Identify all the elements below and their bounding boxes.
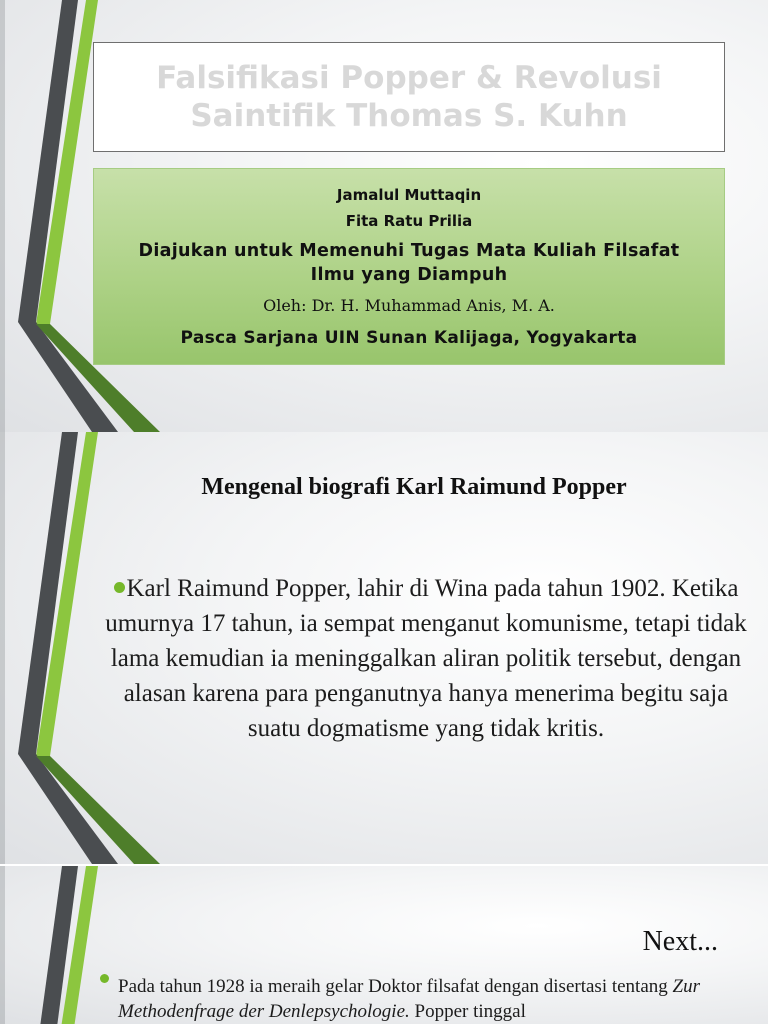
author-name: Jamalul Muttaqin [336, 186, 482, 204]
title-slide [0, 0, 768, 432]
biography-slide [0, 432, 768, 864]
bullet-paragraph [118, 974, 728, 1024]
institution-name: Pasca Sarjana UIN Sunan Kalijaga, Yogyakarta [180, 328, 638, 348]
bullet-paragraph [96, 571, 756, 746]
bullet-icon [100, 974, 109, 983]
author-name: Fita Ratu Prilia [345, 212, 473, 230]
subtitle-box [93, 168, 725, 365]
dissertation-title: Zur Methodenfrage der Denlepsychologie. [118, 976, 700, 1022]
next-slide [0, 866, 768, 1024]
slide-heading: Next... [642, 926, 718, 957]
presentation-title: Falsifikasi Popper & Revolusi Saintifik Thomas S. Kuhn [156, 60, 662, 134]
lecturer-name: Oleh: Dr. H. Muhammad Anis, M. A. [263, 296, 555, 315]
bullet-text: Popper tinggal [409, 1001, 526, 1022]
bullet-text: Pada tahun 1928 ia meraih gelar Doktor filsafat dengan disertasi tentang [118, 976, 673, 997]
title-box [93, 42, 725, 152]
bullet-icon [114, 582, 125, 593]
bullet-text: Karl Raimund Popper, lahir di Wina pada tahun 1902. Ketika umurnya 17 tahun, ia sempat menganut komunisme, tetapi tidak lama kemudian ia meninggalkan aliran politik tersebut, dengan alasan karena para penganutnya hanya menerima begitu saja suatu dogmatisme yang tidak kritis. [105, 575, 747, 742]
assignment-purpose: Diajukan untuk Memenuhi Tugas Mata Kuliah Filsafat Ilmu yang Diampuh [138, 241, 680, 285]
slide-heading: Mengenal biografi Karl Raimund Popper [201, 474, 627, 500]
